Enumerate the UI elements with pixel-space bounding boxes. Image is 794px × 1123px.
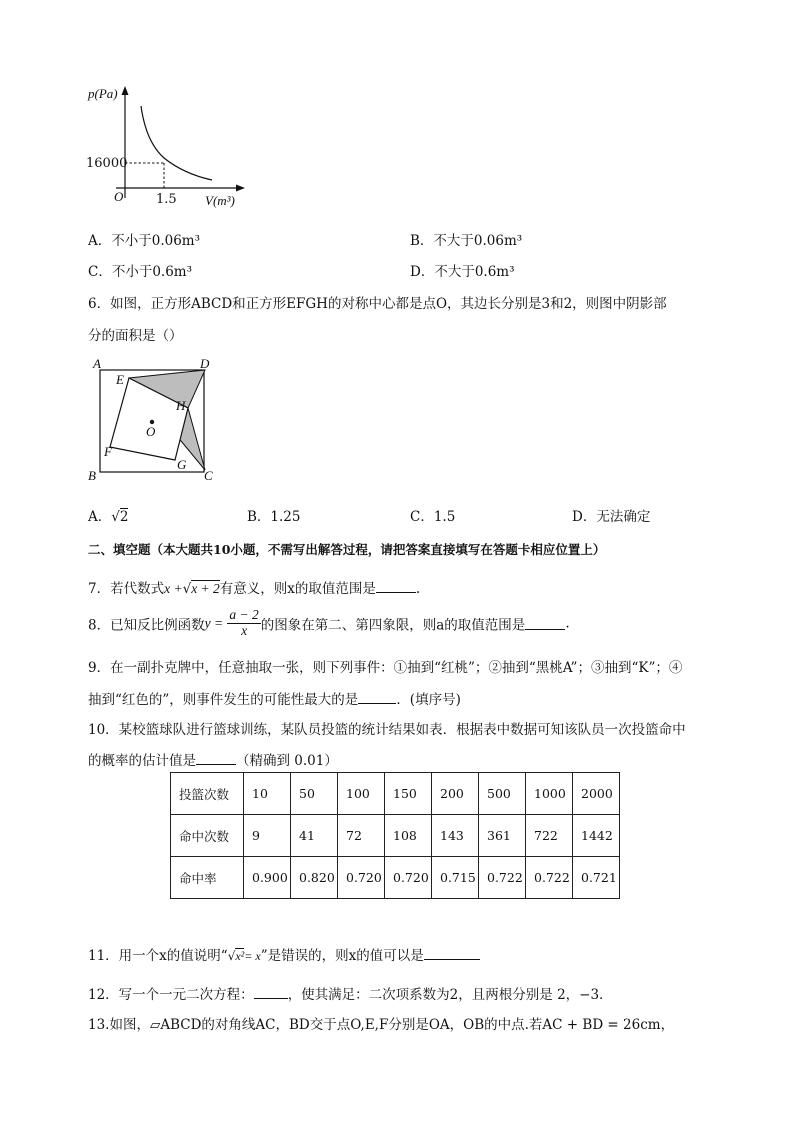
q9-line2-end: ．(填序号) xyxy=(396,692,461,708)
label-g: G xyxy=(177,457,187,472)
table-cell: 72 xyxy=(338,815,385,857)
q9-line1: 9．在一副扑克牌中，任意抽取一张，则下列事件：①抽到“红桃”；②抽到“黑桃A”；③抽到“K”；④ xyxy=(88,660,683,676)
table-row-header: 投篮次数 xyxy=(171,773,244,815)
q7-radicand: x + 2 xyxy=(191,581,220,596)
label-h: H xyxy=(176,398,186,413)
label-a: A xyxy=(93,356,101,371)
q8-answer-blank[interactable] xyxy=(525,616,565,630)
q8-y-eq: y = xyxy=(204,615,224,631)
q7-end: . xyxy=(415,581,421,597)
sqrt-symbol: √ xyxy=(182,581,192,597)
q6-option-a-label: A． xyxy=(88,509,112,525)
q9-line2-text: 抽到“红色的”，则事件发生的可能性最大的是 xyxy=(88,692,359,708)
graph-origin: O xyxy=(114,189,124,204)
table-cell: 2000 xyxy=(573,773,620,815)
q9-answer-blank[interactable] xyxy=(358,690,396,704)
label-f: F xyxy=(104,444,112,459)
label-e: E xyxy=(116,372,124,387)
q11-sqrt-body: x² xyxy=(235,949,245,963)
table-cell: 1442 xyxy=(573,815,620,857)
table-cell: 0.715 xyxy=(432,857,479,899)
table-cell: 10 xyxy=(244,773,291,815)
q13-line1: 13.如图，▱ABCD的对角线AC，BD交于点O,E,F分别是OA，OB的中点.若AC + BD = 26cm， xyxy=(88,1017,675,1033)
q10-line2-prefix: 的概率的估计值是 xyxy=(88,753,196,769)
table-cell: 361 xyxy=(479,815,526,857)
table-row xyxy=(171,773,620,815)
q6-option-b[interactable]: B．1.25 xyxy=(247,509,301,525)
q7-expr-x: x + xyxy=(164,581,183,596)
q12-prefix: 12．写一个一元二次方程： xyxy=(88,987,254,1003)
q6-stem-line2: 分的面积是（） xyxy=(88,328,183,344)
q8-numerator: a − 2 xyxy=(229,607,259,622)
hyperbola-curve xyxy=(141,106,212,180)
q9-line2 xyxy=(88,688,461,708)
table-cell: 200 xyxy=(432,773,479,815)
q6-option-a[interactable] xyxy=(88,505,128,525)
table-cell: 9 xyxy=(244,815,291,857)
q8-end: . xyxy=(565,615,570,632)
y-axis-arrow xyxy=(122,86,129,95)
q8-suffix: 的图象在第二、第四象限，则a的取值范围是 xyxy=(260,617,526,634)
q8 xyxy=(88,608,570,639)
q5-option-a[interactable]: A．不小于0.06m³ xyxy=(88,233,201,249)
q6-stem-line1: 6．如图，正方形ABCD和正方形EFGH的对称中心都是点O，其边长分别是3和2，则图中阴影部 xyxy=(88,296,667,312)
table-cell: 143 xyxy=(432,815,479,857)
table-row-header: 命中次数 xyxy=(171,815,244,857)
q5-option-c[interactable]: C．不小于0.6m³ xyxy=(88,264,193,280)
table-cell: 0.720 xyxy=(338,857,385,899)
label-b: B xyxy=(88,468,96,483)
q5-option-d[interactable]: D．不大于0.6m³ xyxy=(410,264,515,280)
q11 xyxy=(88,944,480,964)
table-row xyxy=(171,857,620,899)
q8-denominator: x xyxy=(241,622,248,638)
table-cell: 41 xyxy=(291,815,338,857)
q7-prefix: 7．若代数式 xyxy=(88,581,165,597)
table-cell: 100 xyxy=(338,773,385,815)
q7-answer-blank[interactable] xyxy=(376,579,416,593)
table-cell: 0.820 xyxy=(291,857,338,899)
table-cell: 500 xyxy=(479,773,526,815)
q12 xyxy=(88,983,613,1003)
label-c: C xyxy=(204,468,213,483)
table-cell: 0.720 xyxy=(385,857,432,899)
q6-option-c[interactable]: C．1.5 xyxy=(410,509,456,525)
q10-line2 xyxy=(88,749,338,769)
table-cell: 0.721 xyxy=(573,857,620,899)
table-cell: 0.722 xyxy=(479,857,526,899)
q12-answer-blank[interactable] xyxy=(254,985,288,999)
sqrt-symbol: √ xyxy=(227,949,236,963)
q11-eq: = x xyxy=(244,949,261,963)
q8-fraction xyxy=(227,608,260,639)
table-row-header: 命中率 xyxy=(171,857,244,899)
q10-line1: 10．某校篮球队进行篮球训练，某队员投篮的统计结果如表．根据表中数据可知该队员一次投篮命中 xyxy=(88,722,686,738)
q6-option-a-radicand: 2 xyxy=(119,509,129,525)
q10-line2-suffix: （精确到 0.01） xyxy=(236,753,338,769)
sqrt-symbol: √ xyxy=(111,509,120,525)
table-cell: 0.722 xyxy=(526,857,573,899)
q6-option-d[interactable]: D．无法确定 xyxy=(572,509,651,525)
q8-prefix: 8．已知反比例函数 xyxy=(88,617,205,634)
table-cell: 1000 xyxy=(526,773,573,815)
graph-y-label: p(Pa) xyxy=(88,86,118,101)
q7 xyxy=(88,577,420,597)
q11-answer-blank[interactable] xyxy=(424,946,480,960)
shooting-stats-table xyxy=(170,772,620,899)
table-cell: 108 xyxy=(385,815,432,857)
q12-suffix: ，使其满足：二次项系数为2，且两根分别是 2，−3． xyxy=(287,987,613,1003)
q11-suffix: ”是错误的，则x的值可以是 xyxy=(260,948,424,964)
q11-prefix: 11．用一个x的值说明“ xyxy=(88,948,228,964)
table-cell: 150 xyxy=(385,773,432,815)
graph-y-tick: 16000 xyxy=(86,156,128,171)
q10-answer-blank[interactable] xyxy=(196,751,236,765)
q5-option-b[interactable]: B．不大于0.06m³ xyxy=(410,233,523,249)
q7-suffix: 有意义，则x的取值范围是 xyxy=(219,581,376,597)
label-d: D xyxy=(200,356,210,371)
graph-x-tick: 1.5 xyxy=(156,192,177,207)
table-cell: 0.900 xyxy=(244,857,291,899)
table-row xyxy=(171,815,620,857)
graph-x-label: V(m³) xyxy=(205,193,235,208)
label-o: O xyxy=(146,424,156,439)
x-axis-arrow xyxy=(236,185,245,192)
table-cell: 722 xyxy=(526,815,573,857)
section-title: 二、填空题（本大题共10小题，不需写出解答过程，请把答案直接填写在答题卡相应位置上） xyxy=(88,542,606,557)
table-cell: 50 xyxy=(291,773,338,815)
